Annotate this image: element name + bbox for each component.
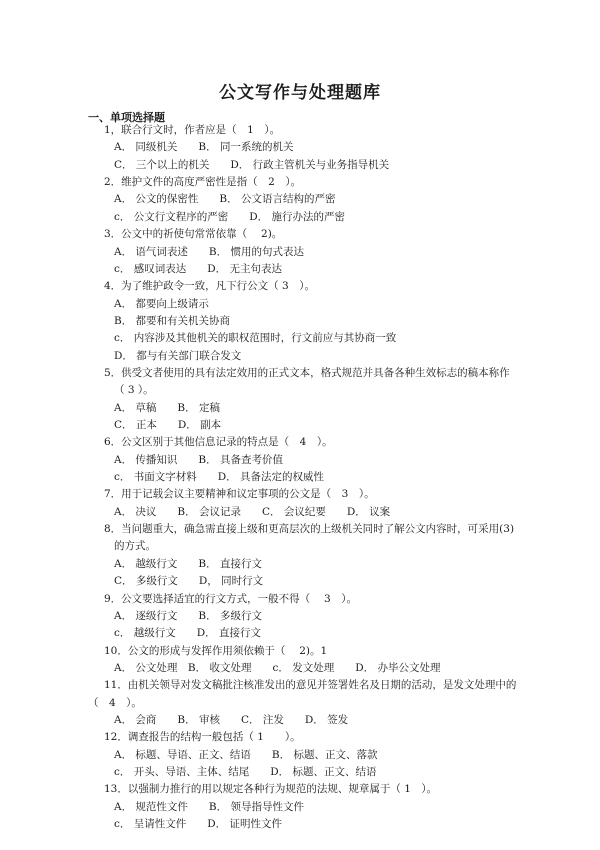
option-line: A． 规范性文件 B． 领导指导性文件 <box>114 800 304 813</box>
document-title: 公文写作与处理题库 <box>219 83 381 103</box>
question-line: 6．公文区别于其他信息记录的特点是（ 4 ）。 <box>104 436 333 449</box>
question-line: 11．由机关领导对发文稿批注核准发出的意见并签署姓名及日期的活动，是发文处理中的 <box>104 679 517 692</box>
option-line: A． 都要向上级请示 <box>114 297 209 310</box>
option-line: C． 正本 D． 副本 <box>114 419 222 431</box>
question-line: 9．公文要选择适宜的行文方式，一般不得（ 3 ）。 <box>104 592 357 605</box>
option-line: D． 都与有关部门联合发文 <box>114 349 242 362</box>
option-line: C． 三个以上的机关 D． 行政主管机关与业务指导机关 <box>114 158 390 171</box>
option-line: A． 决议 B． 会议记录 C． 会议纪要 D． 议案 <box>114 505 391 518</box>
question-line: 10．公文的形成与发挥作用须依赖于（ 2)。1 <box>104 644 328 657</box>
question-line: 3．公文中的祈使句常常依靠（ 2)。 <box>104 228 283 241</box>
option-line: c． 越级行文 D． 直接行文 <box>114 627 261 640</box>
option-line: c． 开头、导语、主体、结尾 D． 标题、正文、结语 <box>114 766 377 778</box>
section-heading: 一、单项选择题 <box>88 111 165 124</box>
question-line: 2．维护文件的高度严密性是指（ 2 ）。 <box>104 176 302 189</box>
option-line: c． 内容涉及其他机关的职权范围时，行文前应与其协商一致 <box>114 332 397 345</box>
option-line: A． 标题、导语、正文、结语 B． 标题、正文、落款 <box>114 748 378 761</box>
option-line: A． 草稿 B． 定稿 <box>114 401 220 414</box>
question-line: （ 3 ）。 <box>114 384 154 397</box>
option-line: A． 语气词表述 B． 惯用的句式表达 <box>114 245 304 258</box>
question-line: （ 4 ）。 <box>88 696 142 709</box>
option-line: c． 呈请性文件 D． 证明性文件 <box>114 818 282 830</box>
option-line: C． 多级行文 D， 同时行文 <box>114 575 264 588</box>
question-line: 的方式。 <box>114 540 156 553</box>
option-line: A． 公文处理 B． 收文处理 c． 发文处理 D． 办毕公文处理 <box>114 661 441 674</box>
question-line: 8．当问题重大，确急需直接上级和更高层次的上级机关同时了解公文内容时，可采用(3) <box>104 523 515 535</box>
question-line: 1，联合行文时，作者应是（ 1 ）。 <box>104 124 281 136</box>
option-line: A． 传播知识 B． 具备查考价值 <box>114 453 283 466</box>
option-line: B． 都要和有关机关协商 <box>114 314 231 327</box>
option-line: A． 同级机关 B． 同一系统的机关 <box>114 141 294 154</box>
question-line: 13．以强制力推行的用以规定各种行为规范的法规、规章属于（ 1 ）。 <box>104 783 438 796</box>
option-line: c． 感叹词表达 D． 无主句表达 <box>114 262 282 275</box>
option-line: A． 公文的保密性 B． 公文语言结构的严密 <box>114 193 336 206</box>
option-line: c． 公文行文程序的严密 D． 施行办法的严密 <box>114 210 345 223</box>
question-line: 5．供受文者使用的具有法定效用的正式文本，格式规范并具备各种生效标志的稿本称作 <box>104 366 510 379</box>
option-line: A． 逐级行文 B． 多级行文 <box>114 609 262 622</box>
question-line: 12．调查报告的结构一般包括（ 1 ）。 <box>104 731 301 744</box>
question-line: 7．用于记载会议主要精神和议定事项的公文是（ 3 ）。 <box>104 488 375 501</box>
question-line: 4．为了维护政令一致，凡下行公文（ 3 ）。 <box>104 280 315 293</box>
option-line: c． 书面文字材料 D． 具备法定的权威性 <box>114 471 324 483</box>
option-line: A． 越级行文 B． 直接行文 <box>114 557 262 570</box>
option-line: A． 会商 B． 审核 C． 注发 D． 签发 <box>114 713 349 726</box>
